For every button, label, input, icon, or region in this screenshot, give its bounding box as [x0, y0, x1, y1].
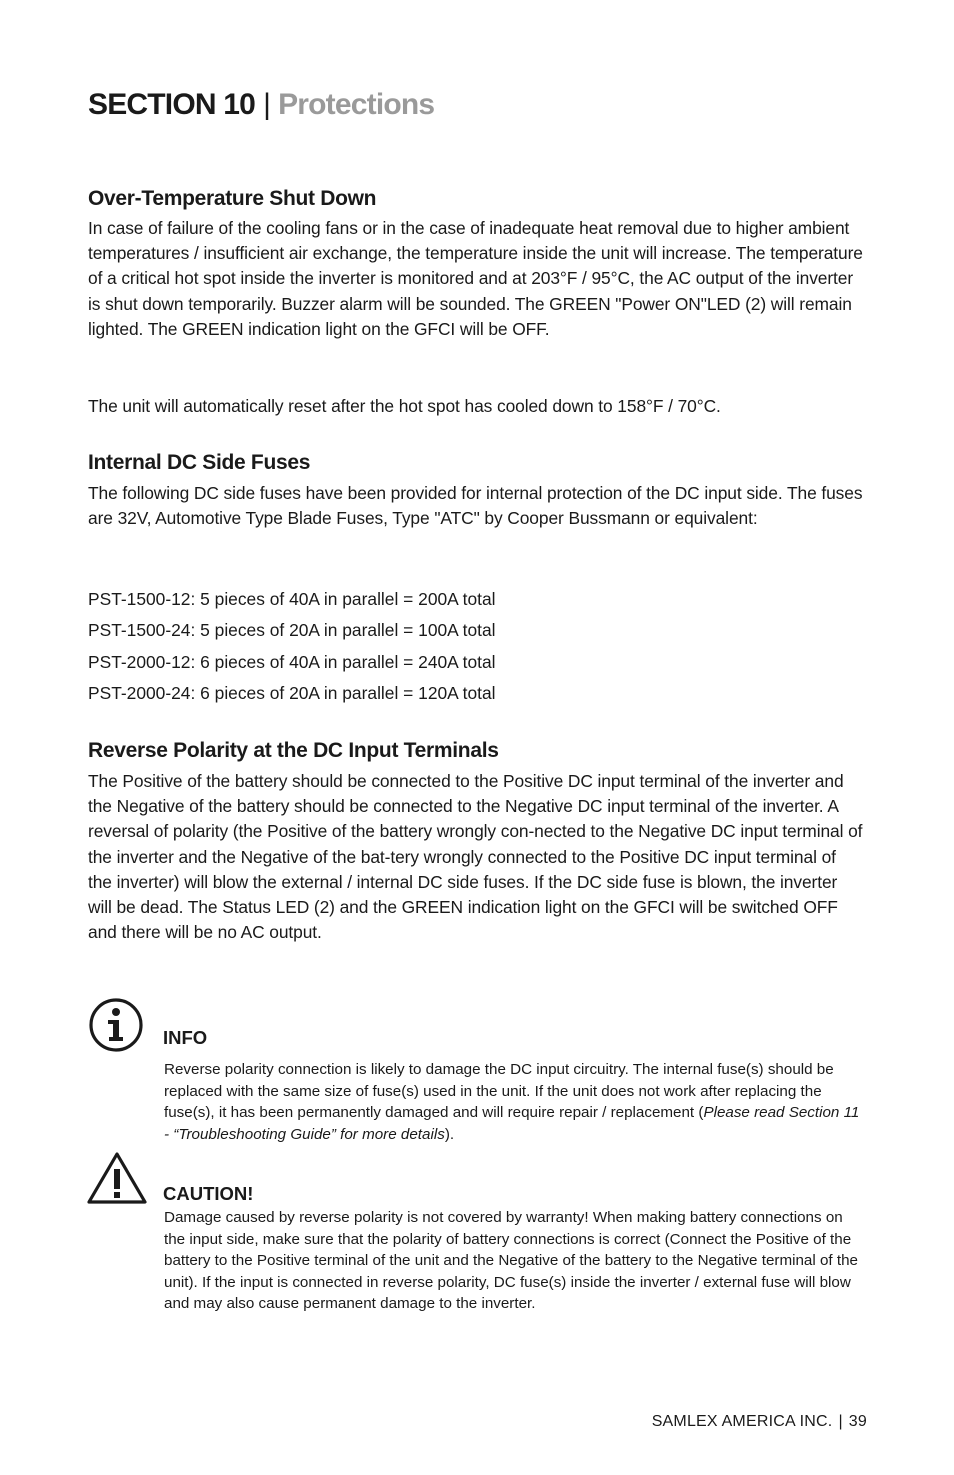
page-number: 39: [848, 1413, 867, 1430]
title-separator: |: [263, 88, 271, 121]
warning-icon: [86, 1151, 148, 1210]
caution-title: CAUTION!: [163, 1183, 254, 1204]
page-footer: [652, 1413, 867, 1431]
fuse-list-item: PST-2000-12: 6 pieces of 40A in parallel = 240A total: [88, 652, 496, 672]
heading-over-temperature: Over-Temperature Shut Down: [88, 187, 377, 210]
company-name: SAMLEX AMERICA INC.: [651, 1413, 833, 1430]
heading-internal-fuses: Internal DC Side Fuses: [88, 451, 311, 474]
fuses-paragraph: The following DC side fuses have been provided for internal protection of the DC input side. The fuses are 32V, Automotive Type Blade Fuses, Type "ATC" by Cooper Bussmann or equivalent:: [88, 483, 863, 529]
polarity-paragraph: The Positive of the battery should be connected to the Positive DC input terminal of the inverter and the Negative of the battery should be connected to the Negative DC input terminal of the inverter. A reversal of polarity (the Positive of the battery wrongly con-nected to the Negative DC input terminal of the inverter and the Negative of the bat-tery wrongly connected to the Positive DC input terminal of the inverter) will blow the external / internal DC side fuses. If the DC side fuse is blown, the inverter will be dead. The Status LED (2) and the GREEN indication light on the GFCI will be switched OFF and there will be no AC output.: [88, 771, 863, 943]
fuse-list-item: PST-1500-24: 5 pieces of 20A in parallel = 100A total: [88, 620, 496, 640]
info-text: Reverse polarity connection is likely to damage the DC input circuitry. The internal fuse(s) should be replaced with the same size of fuse(s) used in the unit. If the unit does not work after replacing the fuse(s), it has been permanently damaged and will require repair / replacement (Please read Section 11 - “Troubleshooting Guide” for more details).: [164, 1061, 860, 1143]
heading-reverse-polarity: Reverse Polarity at the DC Input Terminals: [88, 739, 499, 762]
section-name: Protections: [278, 88, 435, 121]
info-icon: [88, 997, 144, 1058]
over-temperature-paragraph: In case of failure of the cooling fans or in the case of inadequate heat removal due to higher ambient temperatures / insufficient air exchange, the temperature inside the unit will increase. The temperature of a critical hot spot inside the inverter is monitored and at 203°F / 95°C, the AC output of the inverter is shut down temporarily. Buzzer alarm will be sounded. The GREEN "Power ON"LED (2) will remain lighted. The GREEN indication light on the GFCI will be OFF.: [88, 218, 863, 339]
footer-separator: |: [838, 1413, 843, 1430]
reset-paragraph: The unit will automatically reset after the hot spot has cooled down to 158°F / 70°C.: [88, 396, 721, 416]
caution-text: Damage caused by reverse polarity is not covered by warranty! When making battery connections on the input side, make sure that the polarity of battery connections is correct (Connect the Positive of the battery to the Positive terminal of the unit and the Negative of the battery to the Negative terminal of the unit). If the input is connected in reverse polarity, DC fuse(s) inside the inverter / external fuse will blow and may also cause permanent damage to the inverter.: [164, 1209, 858, 1313]
fuse-list-item: PST-2000-24: 6 pieces of 20A in parallel = 120A total: [88, 683, 496, 703]
page-title: [88, 88, 434, 122]
section-label: SECTION 10: [88, 88, 256, 121]
fuse-list-item: PST-1500-12: 5 pieces of 40A in parallel = 200A total: [88, 589, 496, 609]
info-title: INFO: [163, 1027, 208, 1048]
